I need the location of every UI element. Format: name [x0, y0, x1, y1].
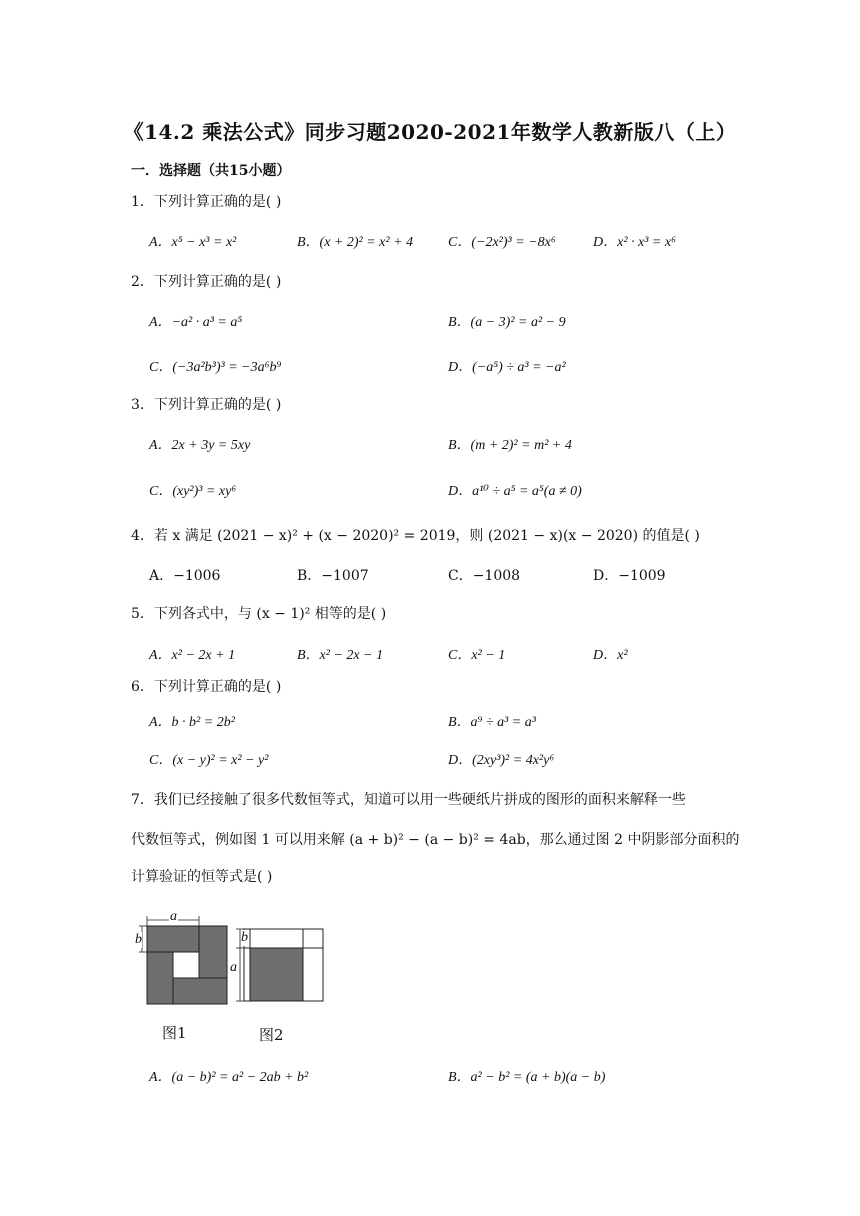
question-1-option-b[interactable]: B．(x + 2)² = x² + 4 — [297, 235, 414, 250]
figure-1-label-a: a — [170, 909, 177, 924]
question-5-stem: 5．下列各式中，与 (x − 1)² 相等的是( ) — [131, 606, 387, 622]
question-6-option-a[interactable]: A．b · b² = 2b² — [149, 715, 235, 730]
figure-2-label-b: b — [241, 930, 248, 945]
question-5-option-a[interactable]: A．x² − 2x + 1 — [149, 648, 236, 663]
question-2-option-d[interactable]: D．(−a⁵) ÷ a³ = −a² — [448, 360, 566, 375]
question-7-line-3: 计算验证的恒等式是( ) — [131, 869, 273, 885]
question-3-stem: 3．下列计算正确的是( ) — [131, 397, 282, 413]
page-title: 《14.2 乘法公式》同步习题2020-2021年数学人教新版八（上） — [123, 120, 737, 144]
question-3-option-b[interactable]: B．(m + 2)² = m² + 4 — [448, 438, 572, 453]
question-7-option-a[interactable]: A．(a − b)² = a² − 2ab + b² — [149, 1070, 309, 1085]
question-4-option-c[interactable]: C．−1008 — [448, 568, 521, 584]
question-7-option-b[interactable]: B．a² − b² = (a + b)(a − b) — [448, 1070, 606, 1085]
question-1-stem: 1．下列计算正确的是( ) — [131, 194, 282, 210]
question-2-option-c[interactable]: C．(−3a²b³)³ = −3a⁶b⁹ — [149, 360, 282, 375]
question-7-line-2: 代数恒等式，例如图 1 可以用来解 (a + b)² − (a − b)² = 4ab，那么通过图 2 中阴影部分面积的 — [131, 832, 740, 848]
question-4-option-d[interactable]: D．−1009 — [593, 568, 666, 584]
figure-2-caption: 图2 — [259, 1026, 284, 1044]
section-heading: 一．选择题（共15小题） — [131, 163, 291, 179]
question-1-option-d[interactable]: D．x² · x³ = x⁶ — [593, 235, 676, 250]
question-4-option-b[interactable]: B．−1007 — [297, 568, 369, 584]
question-2-option-a[interactable]: A．−a² · a³ = a⁵ — [149, 315, 243, 330]
question-5-option-c[interactable]: C．x² − 1 — [448, 648, 506, 663]
question-3-option-a[interactable]: A．2x + 3y = 5xy — [149, 438, 251, 453]
figure-1-label-b: b — [135, 932, 142, 947]
question-6-option-c[interactable]: C．(x − y)² = x² − y² — [149, 753, 269, 768]
question-6-stem: 6．下列计算正确的是( ) — [131, 679, 282, 695]
question-2-option-b[interactable]: B．(a − 3)² = a² − 9 — [448, 315, 566, 330]
question-4-option-a[interactable]: A．−1006 — [149, 568, 221, 584]
figure-2-label-a: a — [230, 960, 237, 975]
figure-2 — [227, 922, 327, 1007]
question-5-option-b[interactable]: B．x² − 2x − 1 — [297, 648, 384, 663]
question-3-option-d[interactable]: D．a¹⁰ ÷ a⁵ = a⁵(a ≠ 0) — [448, 484, 582, 499]
question-6-option-d[interactable]: D．(2xy³)² = 4x²y⁶ — [448, 753, 555, 768]
question-3-option-c[interactable]: C．(xy²)³ = xy⁶ — [149, 484, 237, 499]
question-5-option-d[interactable]: D．x² — [593, 648, 628, 663]
figure-1-caption: 图1 — [162, 1024, 187, 1042]
question-7-line-1: 7．我们已经接触了很多代数恒等式，知道可以用一些硬纸片拼成的图形的面积来解释一些 — [131, 792, 686, 808]
figure-1 — [135, 909, 230, 1007]
question-1-option-c[interactable]: C．(−2x²)³ = −8x⁶ — [448, 235, 556, 250]
question-1-option-a[interactable]: A．x⁵ − x³ = x² — [149, 235, 237, 250]
question-6-option-b[interactable]: B．a⁹ ÷ a³ = a³ — [448, 715, 536, 730]
question-2-stem: 2．下列计算正确的是( ) — [131, 274, 282, 290]
question-4-stem: 4．若 x 满足 (2021 − x)² + (x − 2020)² = 2019，则 (2021 − x)(x − 2020) 的值是( ) — [131, 528, 700, 544]
